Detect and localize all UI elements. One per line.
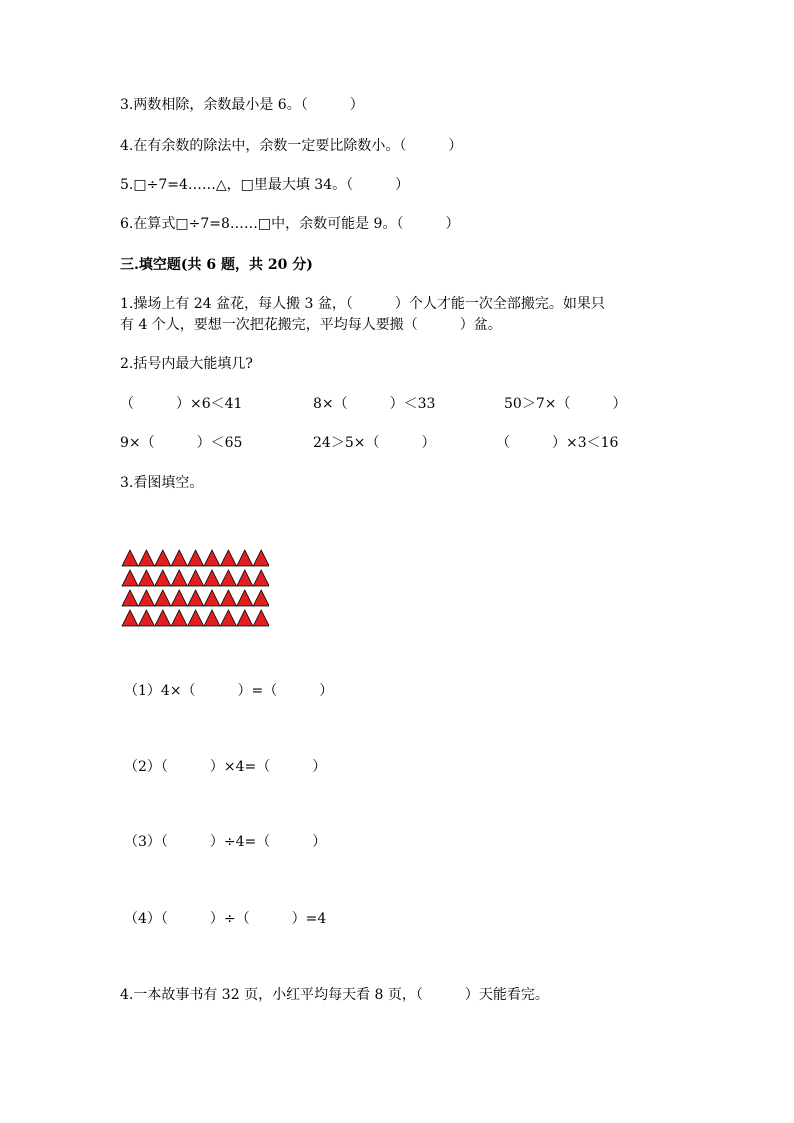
triangle-icon (188, 590, 204, 606)
triangle-icon (122, 610, 138, 626)
triangle-icon (188, 550, 204, 566)
blank-expression: （ ）×3＜16 (496, 435, 619, 451)
triangle-icon (204, 610, 220, 626)
triangle-icon (138, 570, 154, 586)
triangle-icon (253, 590, 269, 606)
blank-expression: 50＞7×（ ） (504, 396, 627, 412)
question-4: 4.一本故事书有 32 页，小红平均每天看 8 页，（ ）天能看完。 (120, 987, 549, 1003)
triangle-icon (204, 550, 220, 566)
blank-expression: （ ）×6＜41 (120, 396, 243, 412)
triangle-icon (171, 590, 187, 606)
triangle-icon (155, 550, 171, 566)
triangle-icon (155, 570, 171, 586)
triangle-icon (220, 550, 236, 566)
question-3-prompt: 3.看图填空。 (120, 475, 204, 491)
triangle-icon (253, 610, 269, 626)
section-heading: 三.填空题(共 6 题，共 20 分) (120, 257, 313, 273)
triangle-icon (220, 590, 236, 606)
blank-expression: 24＞5×（ ） (313, 435, 436, 451)
triangle-icon (122, 550, 138, 566)
triangle-icon (122, 570, 138, 586)
question-1-line-2: 有 4 个人，要想一次把花搬完，平均每人要搬（ ）盆。 (120, 317, 502, 333)
triangle-icon (204, 570, 220, 586)
blank-expression: 8×（ ）＜33 (313, 396, 436, 412)
triangle-icon (122, 590, 138, 606)
triangle-icon (138, 590, 154, 606)
question-2-prompt: 2.括号内最大能填几? (120, 356, 253, 372)
triangle-icon (155, 590, 171, 606)
triangle-icon (188, 570, 204, 586)
triangle-icon (171, 610, 187, 626)
question-3-sub-2: （2）（ ）×4=（ ） (124, 759, 327, 775)
triangle-icon (253, 550, 269, 566)
triangle-icon (138, 610, 154, 626)
judge-item-6: 6.在算式□÷7=8……□中，余数可能是 9。（ ） (120, 216, 460, 232)
question-1-line-1: 1.操场上有 24 盆花，每人搬 3 盆，（ ）个人才能一次全部搬完。如果只 (120, 296, 605, 312)
triangle-icon (171, 550, 187, 566)
triangle-icon (204, 590, 220, 606)
triangle-icon (220, 570, 236, 586)
triangle-icon (171, 570, 187, 586)
question-3-sub-1: （1）4×（ ）=（ ） (124, 683, 334, 699)
triangle-icon (138, 550, 154, 566)
triangle-icon (237, 590, 253, 606)
triangle-icon (237, 610, 253, 626)
question-3-sub-4: （4）（ ）÷（ ）=4 (124, 911, 327, 927)
triangle-icon (220, 610, 236, 626)
triangle-icon (237, 550, 253, 566)
judge-item-4: 4.在有余数的除法中，余数一定要比除数小。（ ） (120, 138, 463, 154)
triangle-icon (155, 610, 171, 626)
triangle-icon (237, 570, 253, 586)
blank-expression: 9×（ ）＜65 (120, 435, 243, 451)
judge-item-5: 5.□÷7=4……△，□里最大填 34。（ ） (120, 177, 410, 193)
judge-item-3: 3.两数相除，余数最小是 6。（ ） (120, 97, 364, 113)
question-3-sub-3: （3）（ ）÷4=（ ） (124, 834, 327, 850)
triangle-icon (253, 570, 269, 586)
triangle-icon (188, 610, 204, 626)
triangle-array-figure (121, 549, 269, 629)
